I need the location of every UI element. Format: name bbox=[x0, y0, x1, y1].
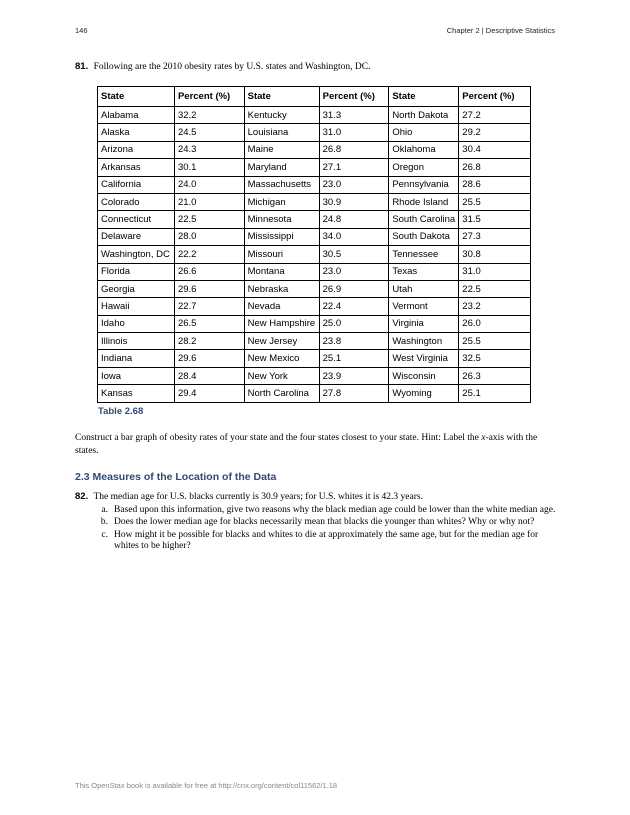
column-header: Percent (%) bbox=[319, 87, 389, 107]
state-cell: Nevada bbox=[244, 298, 319, 315]
problem-82-stem bbox=[75, 491, 557, 504]
state-cell: Arizona bbox=[98, 141, 175, 158]
percent-cell: 21.0 bbox=[174, 193, 244, 210]
state-cell: Ohio bbox=[389, 124, 459, 141]
state-cell: Wyoming bbox=[389, 385, 459, 402]
column-header: Percent (%) bbox=[459, 87, 531, 107]
state-cell: Washington, DC bbox=[98, 246, 175, 263]
percent-cell: 27.2 bbox=[459, 107, 531, 124]
page-number: 146 bbox=[75, 26, 88, 35]
problem-81 bbox=[75, 61, 557, 73]
part-text: How might it be possible for blacks and whites to die at approximately the same age, but for the median age for whites to be higher? bbox=[114, 529, 539, 551]
table-row bbox=[98, 367, 531, 384]
percent-cell: 26.3 bbox=[459, 367, 531, 384]
state-cell: New Hampshire bbox=[244, 315, 319, 332]
percent-cell: 22.7 bbox=[174, 298, 244, 315]
chapter-title: Chapter 2 | Descriptive Statistics bbox=[446, 26, 555, 35]
table-row bbox=[98, 333, 531, 350]
percent-cell: 24.3 bbox=[174, 141, 244, 158]
percent-cell: 32.2 bbox=[174, 107, 244, 124]
state-cell: North Dakota bbox=[389, 107, 459, 124]
state-cell: West Virginia bbox=[389, 350, 459, 367]
percent-cell: 22.2 bbox=[174, 246, 244, 263]
column-header: State bbox=[389, 87, 459, 107]
state-cell: Idaho bbox=[98, 315, 175, 332]
state-cell: Alaska bbox=[98, 124, 175, 141]
obesity-rates-table bbox=[97, 86, 531, 403]
state-cell: Delaware bbox=[98, 228, 175, 245]
percent-cell: 24.5 bbox=[174, 124, 244, 141]
percent-cell: 22.5 bbox=[459, 280, 531, 297]
state-cell: Missouri bbox=[244, 246, 319, 263]
percent-cell: 31.0 bbox=[459, 263, 531, 280]
percent-cell: 26.8 bbox=[319, 141, 389, 158]
percent-cell: 25.1 bbox=[459, 385, 531, 402]
state-cell: New Mexico bbox=[244, 350, 319, 367]
state-cell: Texas bbox=[389, 263, 459, 280]
percent-cell: 30.1 bbox=[174, 159, 244, 176]
percent-cell: 25.0 bbox=[319, 315, 389, 332]
state-cell: Oklahoma bbox=[389, 141, 459, 158]
part-letter: b. bbox=[100, 517, 108, 527]
percent-cell: 26.5 bbox=[174, 315, 244, 332]
percent-cell: 28.6 bbox=[459, 176, 531, 193]
percent-cell: 24.0 bbox=[174, 176, 244, 193]
state-cell: Maine bbox=[244, 141, 319, 158]
construct-text-after: -axis with the states. bbox=[75, 433, 538, 456]
state-cell: Kansas bbox=[98, 385, 175, 402]
state-cell: Washington bbox=[389, 333, 459, 350]
problem-part-c bbox=[75, 530, 557, 553]
table-row bbox=[98, 263, 531, 280]
table-row bbox=[98, 315, 531, 332]
state-cell: Wisconsin bbox=[389, 367, 459, 384]
percent-cell: 23.0 bbox=[319, 263, 389, 280]
part-letter: a. bbox=[101, 504, 108, 515]
state-cell: Montana bbox=[244, 263, 319, 280]
state-cell: Iowa bbox=[98, 367, 175, 384]
table-row bbox=[98, 107, 531, 124]
page-footer: This OpenStax book is available for free at http://cnx.org/content/col11562/1.18 bbox=[75, 781, 338, 790]
state-cell: North Carolina bbox=[244, 385, 319, 402]
section-heading: 2.3 Measures of the Location of the Data bbox=[75, 471, 277, 483]
problem-text: The median age for U.S. blacks currently is 30.9 years; for U.S. whites it is 42.3 years. bbox=[93, 492, 423, 502]
state-cell: Louisiana bbox=[244, 124, 319, 141]
percent-cell: 31.3 bbox=[319, 107, 389, 124]
page-header bbox=[75, 26, 555, 38]
column-header: State bbox=[244, 87, 319, 107]
percent-cell: 27.8 bbox=[319, 385, 389, 402]
percent-cell: 26.9 bbox=[319, 280, 389, 297]
table-header-row bbox=[98, 87, 531, 107]
construct-instruction bbox=[75, 432, 557, 457]
state-cell: Colorado bbox=[98, 193, 175, 210]
percent-cell: 29.2 bbox=[459, 124, 531, 141]
state-cell: Hawaii bbox=[98, 298, 175, 315]
percent-cell: 30.5 bbox=[319, 246, 389, 263]
percent-cell: 30.9 bbox=[319, 193, 389, 210]
percent-cell: 23.2 bbox=[459, 298, 531, 315]
state-cell: Florida bbox=[98, 263, 175, 280]
state-cell: South Dakota bbox=[389, 228, 459, 245]
percent-cell: 31.5 bbox=[459, 211, 531, 228]
construct-italic: x bbox=[481, 433, 486, 443]
state-cell: Michigan bbox=[244, 193, 319, 210]
state-cell: New Jersey bbox=[244, 333, 319, 350]
percent-cell: 26.8 bbox=[459, 159, 531, 176]
state-cell: South Carolina bbox=[389, 211, 459, 228]
percent-cell: 34.0 bbox=[319, 228, 389, 245]
percent-cell: 32.5 bbox=[459, 350, 531, 367]
column-header: Percent (%) bbox=[174, 87, 244, 107]
percent-cell: 29.6 bbox=[174, 350, 244, 367]
problem-part-a bbox=[75, 505, 557, 517]
problem-number: 82. bbox=[75, 491, 89, 502]
percent-cell: 25.1 bbox=[319, 350, 389, 367]
percent-cell: 23.8 bbox=[319, 333, 389, 350]
state-cell: California bbox=[98, 176, 175, 193]
percent-cell: 28.4 bbox=[174, 367, 244, 384]
percent-cell: 29.6 bbox=[174, 280, 244, 297]
state-cell: Pennsylvania bbox=[389, 176, 459, 193]
percent-cell: 27.3 bbox=[459, 228, 531, 245]
table-row bbox=[98, 141, 531, 158]
state-cell: Illinois bbox=[98, 333, 175, 350]
state-cell: Massachusetts bbox=[244, 176, 319, 193]
column-header: State bbox=[98, 87, 175, 107]
percent-cell: 26.0 bbox=[459, 315, 531, 332]
percent-cell: 30.4 bbox=[459, 141, 531, 158]
state-cell: Connecticut bbox=[98, 211, 175, 228]
table-row bbox=[98, 159, 531, 176]
percent-cell: 26.6 bbox=[174, 263, 244, 280]
percent-cell: 27.1 bbox=[319, 159, 389, 176]
state-cell: New York bbox=[244, 367, 319, 384]
table-row bbox=[98, 124, 531, 141]
part-text: Does the lower median age for blacks necessarily mean that blacks die younger than whites? Why or why not? bbox=[114, 517, 535, 527]
table-row bbox=[98, 350, 531, 367]
table-row bbox=[98, 385, 531, 402]
state-cell: Arkansas bbox=[98, 159, 175, 176]
state-cell: Tennessee bbox=[389, 246, 459, 263]
part-text: Based upon this information, give two reasons why the black median age could be lower than the white median age. bbox=[114, 504, 556, 515]
state-cell: Mississippi bbox=[244, 228, 319, 245]
percent-cell: 28.0 bbox=[174, 228, 244, 245]
problem-number: 81. bbox=[75, 61, 89, 72]
percent-cell: 22.4 bbox=[319, 298, 389, 315]
problem-part-b bbox=[75, 517, 557, 529]
percent-cell: 25.5 bbox=[459, 333, 531, 350]
state-cell: Vermont bbox=[389, 298, 459, 315]
state-cell: Virginia bbox=[389, 315, 459, 332]
percent-cell: 28.2 bbox=[174, 333, 244, 350]
state-cell: Alabama bbox=[98, 107, 175, 124]
table-caption: Table 2.68 bbox=[98, 406, 144, 417]
percent-cell: 23.9 bbox=[319, 367, 389, 384]
state-cell: Nebraska bbox=[244, 280, 319, 297]
percent-cell: 31.0 bbox=[319, 124, 389, 141]
part-letter: c. bbox=[101, 529, 108, 540]
table-row bbox=[98, 211, 531, 228]
percent-cell: 25.5 bbox=[459, 193, 531, 210]
table-body bbox=[98, 107, 531, 403]
table-row bbox=[98, 280, 531, 297]
problem-text: Following are the 2010 obesity rates by U.S. states and Washington, DC. bbox=[93, 62, 371, 72]
table-row bbox=[98, 298, 531, 315]
table-row bbox=[98, 193, 531, 210]
problem-82 bbox=[75, 491, 557, 553]
state-cell: Minnesota bbox=[244, 211, 319, 228]
percent-cell: 24.8 bbox=[319, 211, 389, 228]
percent-cell: 30.8 bbox=[459, 246, 531, 263]
table-row bbox=[98, 246, 531, 263]
state-cell: Utah bbox=[389, 280, 459, 297]
state-cell: Maryland bbox=[244, 159, 319, 176]
state-cell: Indiana bbox=[98, 350, 175, 367]
state-cell: Georgia bbox=[98, 280, 175, 297]
table-row bbox=[98, 228, 531, 245]
table-row bbox=[98, 176, 531, 193]
state-cell: Oregon bbox=[389, 159, 459, 176]
percent-cell: 22.5 bbox=[174, 211, 244, 228]
state-cell: Kentucky bbox=[244, 107, 319, 124]
percent-cell: 23.0 bbox=[319, 176, 389, 193]
state-cell: Rhode Island bbox=[389, 193, 459, 210]
construct-text-before: Construct a bar graph of obesity rates of your state and the four states closest to your state. Hint: Label the bbox=[75, 433, 482, 443]
percent-cell: 29.4 bbox=[174, 385, 244, 402]
